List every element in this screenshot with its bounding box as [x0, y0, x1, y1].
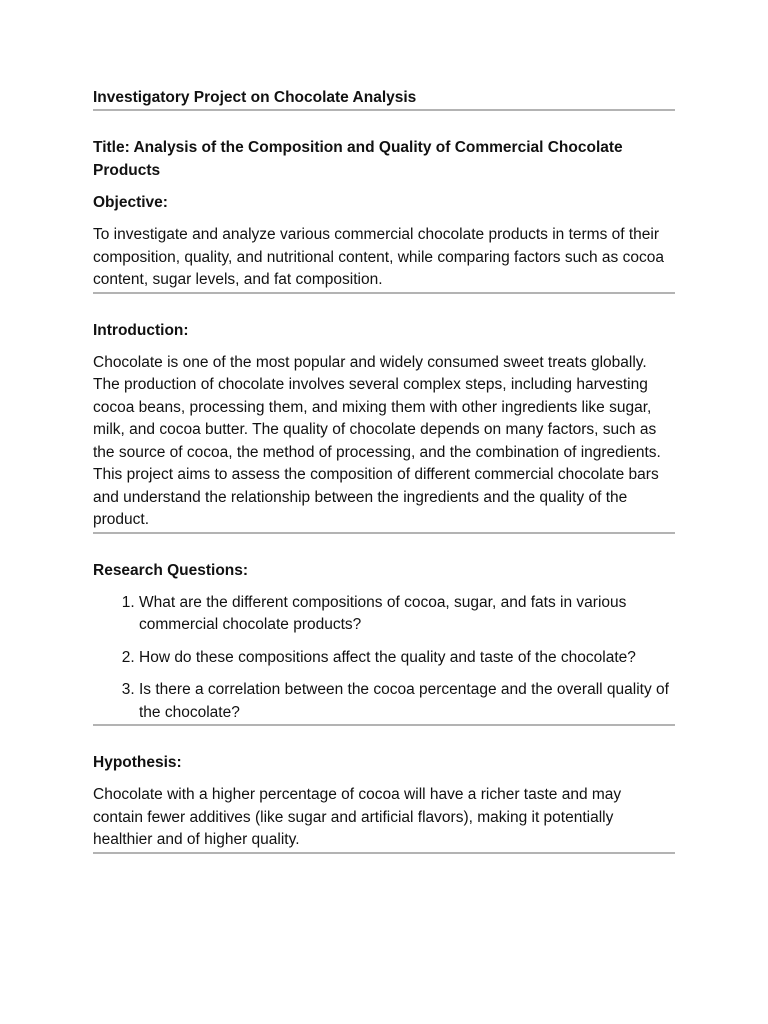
hypothesis-text: Chocolate with a higher percentage of cocoa will have a richer taste and may contain fewer additives (like sugar and artificial flavors), making it potentially healthier and of higher quality.: [93, 786, 622, 848]
hypothesis-label: Hypothesis:: [93, 754, 182, 771]
project-title: Title: Analysis of the Composition and Quality of Commercial Chocolate Products: [93, 139, 623, 179]
document-heading: Investigatory Project on Chocolate Analysis: [93, 89, 417, 106]
research-questions-list: [93, 592, 675, 725]
list-item: 1. What are the different compositions of cocoa, sugar, and fats in various commercial chocolate products?: [139, 592, 675, 637]
divider: [93, 724, 675, 726]
document-content: [93, 87, 675, 854]
list-item: 3. Is there a correlation between the cocoa percentage and the overall quality of the chocolate?: [139, 679, 675, 724]
objective-text: To investigate and analyze various commercial chocolate products in terms of their composition, quality, and nutritional content, while comparing factors such as cocoa content, sugar levels, and fat composition.: [93, 226, 664, 288]
introduction-label: Introduction:: [93, 321, 189, 339]
objective-label: Objective:: [93, 194, 168, 211]
divider: [93, 532, 675, 534]
divider: [93, 852, 675, 854]
divider: [93, 109, 675, 111]
research-questions-label: Research Questions:: [93, 561, 249, 579]
list-item: 2. How do these compositions affect the quality and taste of the chocolate?: [139, 647, 675, 670]
divider: [93, 292, 675, 294]
introduction-text: Chocolate is one of the most popular and widely consumed sweet treats globally. The production of chocolate involves several complex steps, including harvesting cocoa beans, processing them, and mixing them with other ingredients like sugar, milk, and cocoa butter. The quality of chocolate depends on many factors, such as the source of cocoa, the method of processing, and the combination of ingredients. This project aims to assess the composition of different commercial chocolate bars and understand the relationship between the ingredients and the quality of the product.: [93, 353, 661, 528]
